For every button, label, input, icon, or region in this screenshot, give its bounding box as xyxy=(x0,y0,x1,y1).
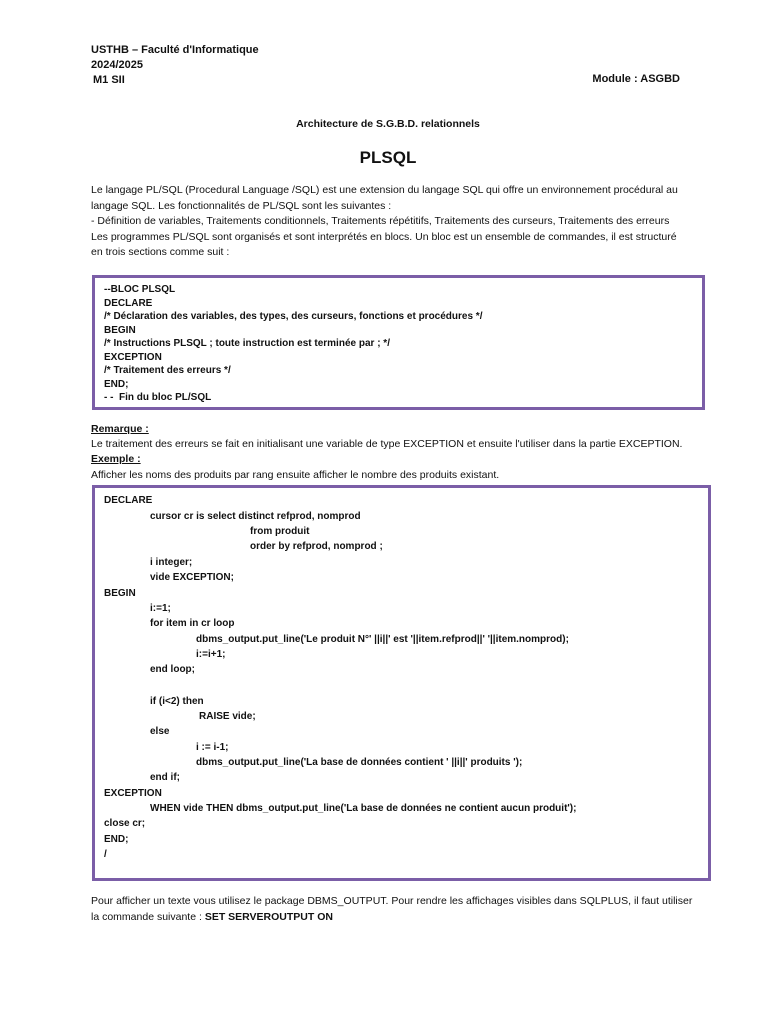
code-line: --BLOC PLSQL xyxy=(104,284,176,295)
remark-text: Le traitement des erreurs se fait en initialisant une variable de type EXCEPTION et ensuite l'utiliser dans la partie EXCEPTION. xyxy=(91,438,683,450)
footer-line: Pour afficher un texte vous utilisez le package DBMS_OUTPUT. Pour rendre les affichages visibles dans SQLPLUS, il faut utiliser xyxy=(91,895,693,907)
code-line: dbms_output.put_line('La base de données contient ' ||i||' produits '); xyxy=(196,757,523,768)
code-line: i:=1; xyxy=(150,603,171,614)
code-line: cursor cr is select distinct refprod, nomprod xyxy=(150,511,361,522)
page-title: PLSQL xyxy=(359,148,417,167)
remark-heading: Remarque : xyxy=(91,423,149,435)
code-line: BEGIN xyxy=(104,588,136,599)
code-line: i integer; xyxy=(150,557,193,568)
code-line: end loop; xyxy=(150,664,195,675)
code-line: for item in cr loop xyxy=(150,618,235,629)
course-title: Architecture de S.G.B.D. relationnels xyxy=(296,118,480,130)
code-line: /* Déclaration des variables, des types, des curseurs, fonctions et procédures */ xyxy=(104,311,483,322)
code-line: vide EXCEPTION; xyxy=(150,572,234,583)
module-name: Module : ASGBD xyxy=(592,73,680,85)
code-line: from produit xyxy=(250,526,310,537)
university-name: USTHB – Faculté d'Informatique xyxy=(91,44,259,56)
code-line: /* Traitement des erreurs */ xyxy=(104,365,231,376)
intro-line: Le langage PL/SQL (Procedural Language /SQL) est une extension du langage SQL qui offre un environnement procédural au xyxy=(91,184,678,196)
code-line: END; xyxy=(104,834,129,845)
code-line: - - Fin du bloc PL/SQL xyxy=(104,392,212,403)
code-line: RAISE vide; xyxy=(199,711,256,722)
code-line: END; xyxy=(104,378,129,390)
academic-year: 2024/2025 xyxy=(91,59,143,71)
footer-line xyxy=(91,910,701,926)
footer-paragraph xyxy=(91,894,701,925)
example-heading: Exemple : xyxy=(91,453,141,465)
code-line: close cr; xyxy=(104,818,146,829)
serveroutput-command: SET SERVEROUTPUT ON xyxy=(204,910,333,923)
code-line: i := i-1; xyxy=(196,742,229,753)
intro-line: langage SQL. Les fonctionnalités de PL/SQL sont les suivantes : xyxy=(91,199,392,212)
study-level: M1 SII xyxy=(93,74,125,86)
block-structure-box xyxy=(92,275,705,410)
code-line: WHEN vide THEN dbms_output.put_line('La base de données ne contient aucun produit'); xyxy=(150,803,577,814)
intro-line: Les programmes PL/SQL sont organisés et sont interprétés en blocs. Un bloc est un ensemble de commandes, il est structuré xyxy=(91,230,677,243)
code-line: / xyxy=(104,849,107,860)
code-line: dbms_output.put_line('Le produit N°' ||i||' est '||item.refprod||' '||item.nomprod); xyxy=(196,634,569,645)
code-line: i:=i+1; xyxy=(196,649,226,660)
example-text: Afficher les noms des produits par rang ensuite afficher le nombre des produits existant. xyxy=(91,469,500,481)
code-line: DECLARE xyxy=(104,297,153,309)
intro-paragraph xyxy=(91,183,691,261)
code-line: /* Instructions PLSQL ; toute instruction est terminée par ; */ xyxy=(104,338,390,349)
intro-line: en trois sections comme suit : xyxy=(91,246,230,258)
example-code-box xyxy=(92,485,711,881)
intro-line: - Définition de variables, Traitements conditionnels, Traitements répétitifs, Traitements des curseurs, Traitements des erreurs xyxy=(91,215,670,227)
code-line: end if; xyxy=(150,772,180,783)
code-line: BEGIN xyxy=(104,324,136,336)
code-line: else xyxy=(150,726,170,737)
footer-prefix: la commande suivante : xyxy=(91,910,205,923)
code-line: EXCEPTION xyxy=(104,788,162,799)
code-line: EXCEPTION xyxy=(104,351,162,363)
code-line: order by refprod, nomprod ; xyxy=(250,541,383,552)
code-line: DECLARE xyxy=(104,495,153,506)
code-line: if (i<2) then xyxy=(150,696,204,707)
